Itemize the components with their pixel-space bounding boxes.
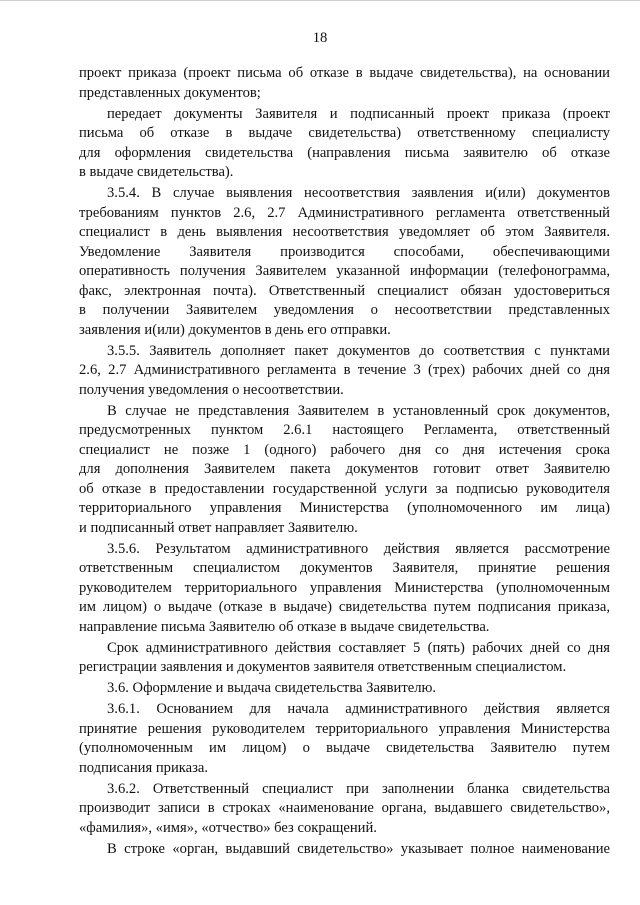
text-line: ответственным специалистом документов Заявителя, принятие решения	[79, 560, 610, 576]
text-line: передает документы Заявителя и подписанный проект приказа (проект	[107, 105, 610, 122]
text-line: 3.6.1. Основанием для начала административного действия является	[107, 701, 610, 717]
text-line: для дополнения Заявителем пакета документов готовит ответ Заявителю	[79, 461, 610, 477]
text-line: принятие решения руководителем территориального управления Министерства	[79, 720, 610, 737]
text-line: регистрации заявления и документов заявителя ответственным специалистом.	[79, 659, 567, 675]
text-line: предусмотренных пунктом 2.6.1 настоящего Регламента, ответственный	[79, 422, 610, 438]
text-line: (уполномоченным им лицом) о выдаче свидетельства Заявителю путем	[79, 740, 610, 756]
text-line: для оформления свидетельства (направления письма заявителю об отказе	[79, 144, 610, 161]
text-line: требованиям пунктов 2.6, 2.7 Административного регламента ответственный	[79, 204, 610, 221]
text-line: Срок административного действия составляет 5 (пять) рабочих дней со дня	[107, 639, 610, 656]
text-line: заявления и(или) документов в день его отправки.	[79, 321, 391, 338]
text-line: руководителем территориального управления Министерства (уполномоченным	[79, 579, 610, 596]
document-body	[79, 64, 610, 859]
page-number: 18	[312, 30, 328, 46]
text-line: территориального управления Министерства (уполномоченного им лица)	[79, 500, 610, 516]
text-line: факс, электронная почта). Ответственный специалист обязан удостовериться	[79, 282, 610, 299]
text-line: производит записи в строках «наименование органа, выдавшего свидетельство»,	[79, 800, 610, 816]
text-line: письма об отказе в выдаче свидетельства) ответственному специалисту	[79, 125, 610, 141]
text-line: и подписанный ответ направляет Заявителю.	[79, 519, 358, 536]
text-line: 2.6, 2.7 Административного регламента в течение 3 (трех) рабочих дней со дня	[79, 362, 610, 378]
text-line: в получении Заявителем уведомления о несоответствии представленных	[79, 302, 610, 318]
text-line: В строке «орган, выдавший свидетельство» указывает полное наименование	[107, 840, 610, 857]
text-line: специалист в день выявления несоответствия уведомляет об этом Заявителя.	[79, 224, 610, 240]
text-line: 3.5.5. Заявитель дополняет пакет документов до соответствия с пунктами	[107, 342, 610, 359]
text-line: 3.5.6. Результатом административного действия является рассмотрение	[107, 540, 610, 557]
text-line: получения уведомления о несоответствии.	[79, 381, 344, 398]
text-line: специалист не позже 1 (одного) рабочего дня со дня истечения срока	[79, 441, 610, 458]
text-line: «фамилия», «имя», «отчество» без сокращений.	[79, 819, 377, 836]
text-line: 3.5.4. В случае выявления несоответствия заявления и(или) документов	[107, 185, 610, 201]
text-line: им лицом) о выдаче (отказе в выдаче) свидетельства путем подписания приказа,	[79, 599, 610, 615]
text-line: Уведомление Заявителя производится способами, обеспечивающими	[79, 243, 610, 260]
text-line: представленных документов;	[79, 84, 261, 101]
text-line: 3.6. Оформление и выдача свидетельства Заявителю.	[107, 680, 437, 696]
text-line: направление письма Заявителю об отказе в выдаче свидетельства.	[79, 618, 490, 635]
text-line: в выдаче свидетельства).	[79, 164, 234, 180]
text-line: проект приказа (проект письма об отказе в выдаче свидетельства), на основании	[79, 65, 610, 81]
text-line: оперативность получения Заявителем указанной информации (телефонограмма,	[79, 263, 610, 279]
text-line: 3.6.2. Ответственный специалист при заполнении бланка свидетельства	[107, 780, 610, 797]
text-line: В случае не представления Заявителем в установленный срок документов,	[107, 402, 610, 419]
text-line: подписания приказа.	[79, 759, 208, 776]
text-line: об отказе в предоставлении государственной услуги за подписью руководителя	[79, 480, 610, 497]
